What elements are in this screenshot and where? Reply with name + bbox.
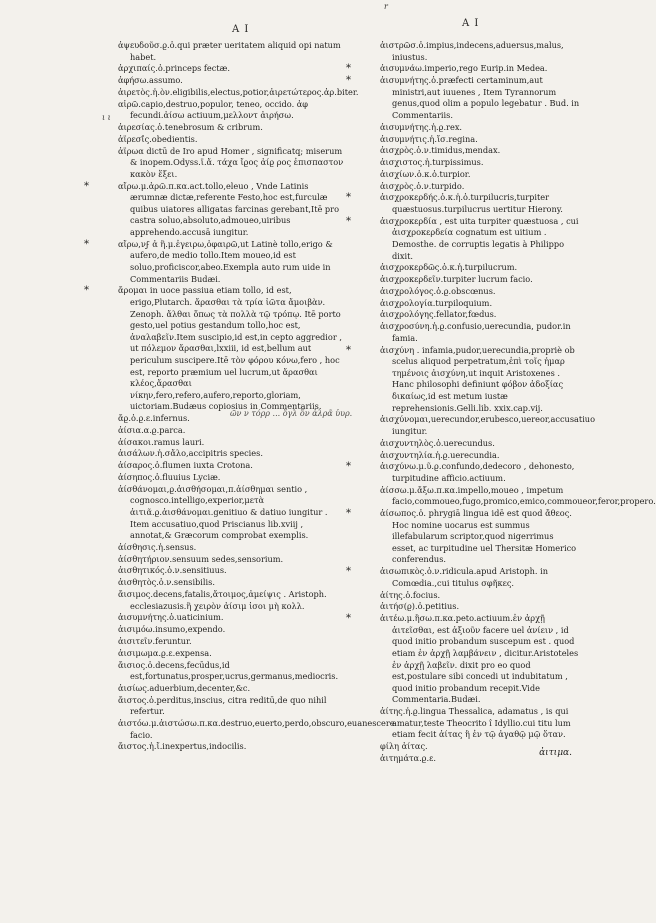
dictionary-entry: ἀισχύνομαι,uerecundor,erubesco,uereor,accusatiuo iungitur.: [380, 414, 596, 436]
dictionary-entry: * ἀιτέω.μ.ἢσω.π.κα.peto.actiuum.ἐν ἀρχῇ ἀιτεῖσθαι, est ἀξιοῦν facere uel ἀνίειν , id quod initio probandum suscepum est . quod etiam ἐν ἀρχῇ λαμβάνειν , dicitur.Aristoteles ἐν ἀρχῇ λαβεῖν. dixit pro eo quod est,postulare sibi concedi ut indubitatum , quod initio probandum recepit.Vide Commentaria.Budæi.: [380, 613, 580, 706]
dictionary-entry: ἀιστρῶσ.ὁ.impius,indecens,aduersus,malus, iniustus.: [380, 40, 564, 62]
dictionary-entry: ἄιστος.ἡ.ἴ.inexpertus,indocilis.: [118, 741, 247, 752]
dictionary-entry: * αἴρω,νϝ ἀ ἢ.μ.ἐγειρω,ὀφαιρῶ,ut Latinè tollo,erigo & aufero,de medio tollo.Item moueo,id est soluo,proficiscor,abeo.Exempla auto rum uide in Commentariis Budæi.: [118, 239, 346, 285]
dictionary-entry: ἀίσια.α.ϱ.parca.: [118, 424, 186, 435]
dictionary-entry: * ἀισυμνάω.imperio,rego Eurip.in Medea.: [380, 63, 580, 75]
dictionary-entry: ἀισχίων.ὁ.κ.ὁ.turpior.: [380, 168, 471, 179]
dictionary-entry: ἀισίως.aduerbium,decenter,&c.: [118, 682, 251, 693]
dictionary-entry: ἀιτήσ(ϱ).ὁ.petitius.: [380, 601, 460, 612]
dictionary-entry: ἀισθητὸς.ὁ.ν.sensibilis.: [118, 577, 215, 588]
left-column: [118, 40, 395, 753]
dictionary-entry: ἀφήσω.assumo.: [118, 75, 183, 86]
dictionary-entry: ἄϱ.ὁ.ϱ.ε.infernus.: [118, 413, 190, 424]
dictionary-entry: ἀίσσω.μ.ἄξω.π.κα.impello,moueo , impetum facio,commoueo,fugo,promico,emico,commoueor,feror,propero.: [380, 484, 656, 507]
dictionary-entry: ἀίσθησις.ἡ.sensus.: [118, 541, 197, 552]
dictionary-entry: ἄιστος.ὁ.perditus,inscius, citra reditū,de quo nihil refertur.: [118, 694, 327, 717]
dictionary-entry: ἀισθητικός.ὁ.ν.sensitiuus.: [118, 565, 227, 576]
dictionary-entry: ἀιρεσίας.ὁ.tenebrosum & cribrum.: [118, 122, 263, 133]
dictionary-entry: ἀισυμνήτης.ὁ.uaticinium.: [118, 612, 224, 623]
dictionary-entry: ἄισιμος.decens,fatalis,ἄτοιμος,ἀμείψις . Aristoph. ecclesiazusis.ἢ χειρὸν ἀίσιμ ἰσοι μὴ κολλ.: [118, 589, 327, 611]
dictionary-entry: ἀισυμνήτις.ἡ.ἴσ.regina.: [380, 133, 478, 144]
dictionary-entry: ἀισχρολογία.turpiloquium.: [380, 297, 493, 308]
dictionary-entry: * ἀισχύνω.μ.ῦ.ϱ.confundo,dedecoro , dehonesto, turpitudine afficio.actiuum.: [380, 461, 580, 484]
dictionary-entry: ἀίσθάνομαι,ϱ.ἀισθήσομαι,π.ἀίσθημαι sentio , cognosco.intelligo,experior,μετὰ ἀιτιᾶ.ϱ.ἀισθάνομαι.genitiuo & datiuo iungitur . Item accusatiuo,quod Priscianus lib.xviij , annotat,& Græcorum comprobat exemplis.: [118, 483, 328, 541]
dictionary-entry: ἀισχρολόγος.ὁ.ϱ.obscœnus.: [380, 285, 496, 296]
dictionary-entry: ἀισιμόω.insumo,expendo.: [118, 624, 226, 635]
dictionary-entry: * ἄρομαι in uoce passiua etiam tollo, id est, erigo,Plutarch. ἄρασθαι τὰ τρία ἰῶτα ἄμοιβὰν. Zenoph. ἄλθαι ὅπως τὰ πολλὰ τῷ τρόπῳ. Itē porto gesto,uel potius gestandum tollo,hoc est, ἀναλαβεῖν.Item suscipio,id est,in cepto aggredior , ut πόλεμον ἄρασθαι,lxxiii, id est,bellum aut periculum suscipere.Itē τὸν φόρου κόνω,fero , hoc est, reporto præmium uel lucrum,ut ἄρασθαι κλέος,ἄρασθαι νίκην,fero,refero,aufero,reporto,gloriam, uictoriam.Budæus copiosius in Commentariis.: [118, 285, 346, 413]
dictionary-entry: ἀρχιπαίς.ὁ.princeps fectæ.: [118, 63, 230, 74]
dictionary-entry: ἀισυμνήτης.ἡ.ϱ.rex.: [380, 121, 463, 132]
dictionary-entry: ἀίτης.ὁ.focius.: [380, 589, 441, 600]
dictionary-entry: * ἀισχροκερδής.ὁ.κ.ἡ.ὁ.turpilucris,turpiter quæstuosus.turpilucrus uertitur Hierony.: [380, 192, 580, 215]
handwritten-scribble: ῶν ν τόρρ ... ὅγλ ὅν ἀλρᾶ ὑυρ.: [230, 409, 353, 418]
dictionary-entry: * ἀισυμνήτης.ὁ.præfecti certaminum,aut ministri,aut iuuenes , Item Tyrannorum genus,quod olim a populo legebatur . Bud. in Commentariis.: [380, 75, 580, 121]
dictionary-entry: * ἀισωπικὸς.ὁ.ν.ridicula.apud Aristoph. in Comœdia.,cui titulus σφῆκες.: [380, 566, 580, 589]
running-head-left: A I: [232, 24, 250, 35]
dictionary-entry: αἱρῶ.capio,destruo,populor, teneo, occido. ἀφ fecundi.ἀίσω actiuum,μελλοντ ἀιρήσω.: [118, 98, 309, 121]
dictionary-entry: ἀισχροκερδῶς.ὁ.κ.ἡ.turpilucrum.: [380, 262, 518, 273]
dictionary-entry: * ἀισχροκερδία , est uita turpiter quæstuosa , cui ἀισχροκερδεία cognatum est uitium . Demosthe. de corruptis legatis à Philippo dixit.: [380, 216, 580, 262]
catchword: ἀιτιμα.: [539, 748, 572, 758]
dictionary-entry: ἀισχιστος.ἡ.turpissimus.: [380, 157, 484, 168]
dictionary-entry: ἀιρετὸς.ἡ.ὸν.eligibilis,electus,potior,ἀιρετώτερος.ἀρ.biter.: [118, 86, 359, 97]
dictionary-entry: ἀισχροκερδεῖν.turpiter lucrum facio.: [380, 274, 533, 285]
dictionary-entry: * αἴρω.μ.ἀρῶ.π.κα.act.tollo,eleuo , Vnde Latinis ærumnæ dictæ,referente Festo,hoc est,furculæ quibus uiatores alligatas farcinas gerebant,Itē pro castra soluo,absoluto,admoueo,uiribus apprehendo.accusā iungitur.: [118, 181, 346, 239]
dictionary-entry: ἀισιτεῖν.feruntur.: [118, 635, 192, 646]
dictionary-entry: ἀισχροσύνη.ἡ.ϱ.confusio,uerecundia, pudor.in famia.: [380, 321, 571, 343]
dictionary-entry: ἀίσαρος.ὁ.flumen iuxta Crotona.: [118, 460, 253, 471]
dictionary-entry: φίλη ἀίτας.: [380, 741, 428, 752]
dictionary-entry: ἀίσηπος.ὁ.fluuius Lyciæ.: [118, 471, 221, 482]
running-head-right: A I: [462, 18, 480, 29]
dictionary-entry: ἀψευδοῦσ.ϱ.ὁ.qui præter ueritatem aliquid opi natum habet.: [118, 40, 341, 62]
dictionary-entry: ἀιστόω.μ.ἀιστώσω.π.κα.destruo,euerto,perdo,obscuro,euanescere facio.: [118, 718, 395, 740]
dictionary-entry: ἀίτης.ἡ.ϱ.lingua Thessalica, adamatus , is qui amatur,teste Theocrito î Idyllio.cui titu lum etiam fecit ἀίτας ἢ ἐν τῷ ἀγαθῷ μῷ ὅταν.: [380, 706, 571, 740]
dictionary-entry: * ἀίσωπος.ὁ. phrygiā lingua idē est quod ἄθεος. Hoc nomine uocarus est summus illefabularum scriptor,quod nigerrimus esset, ac turpitudine uel Thersitæ Homerico conferendus.: [380, 508, 580, 566]
dictionary-entry: ἀίσακοι.ramus lauri.: [118, 436, 205, 447]
dictionary-entry: ἀισχρολόγης.fellator,fœdus.: [380, 309, 497, 320]
corner-mark: r: [384, 2, 388, 11]
dictionary-entry: ἀισχυντηλὸς.ὁ.uerecundus.: [380, 437, 495, 448]
dictionary-entry: ἀισάλων.ἡ.σἄλο,accipitris species.: [118, 448, 263, 459]
dictionary-entry: ἀισιμωμα.ϱ.ε.expensa.: [118, 647, 212, 658]
dictionary-entry: ἀισχρὸς.ὁ.ν.turpido.: [380, 180, 465, 191]
dictionary-entry: ἀιτημάτα.ϱ.ε.: [380, 752, 436, 763]
margin-note: ι ι: [102, 113, 111, 122]
dictionary-entry: ἀισχυντηλία.ἡ.ϱ.uerecundia.: [380, 449, 500, 460]
dictionary-entry: ἀίσθητήριον.sensuum sedes,sensorium.: [118, 553, 284, 564]
dictionary-entry: ἀϊρωα dictū de Iro apud Homer , significatq; miserum & inopem.Odyss.ϊ.ἄ. τάχα ἴϱος ἀίϱ ρος ἐπισπαστον κακὸν ἕξει.: [118, 145, 344, 179]
dictionary-entry: ἀισχρὸς.ὁ.ν.timidus,mendax.: [380, 145, 501, 156]
dictionary-entry: * ἀισχύνη . infamia,pudor,uerecundia,propriè ob scelus aliquod perpetratum,ἐπὶ τοῖς ἡμαρ τημένοις ἀισχύνη,ut inquit Aristoxenes . Hanc philosophi definiunt φόβον ἀδοξίας δικαίως,id est metum iustæ reprehensionis.Gelli.lib. xxix.cap.vij.: [380, 345, 580, 415]
dictionary-entry: ἄισιος.ὁ.decens,fecūdus,id est,fortunatus,prosper,ucrus,germanus,mediocris.: [118, 659, 339, 682]
dictionary-entry: ἀϊρεσί̂ς.obedientis.: [118, 133, 198, 144]
right-column: [380, 40, 656, 765]
